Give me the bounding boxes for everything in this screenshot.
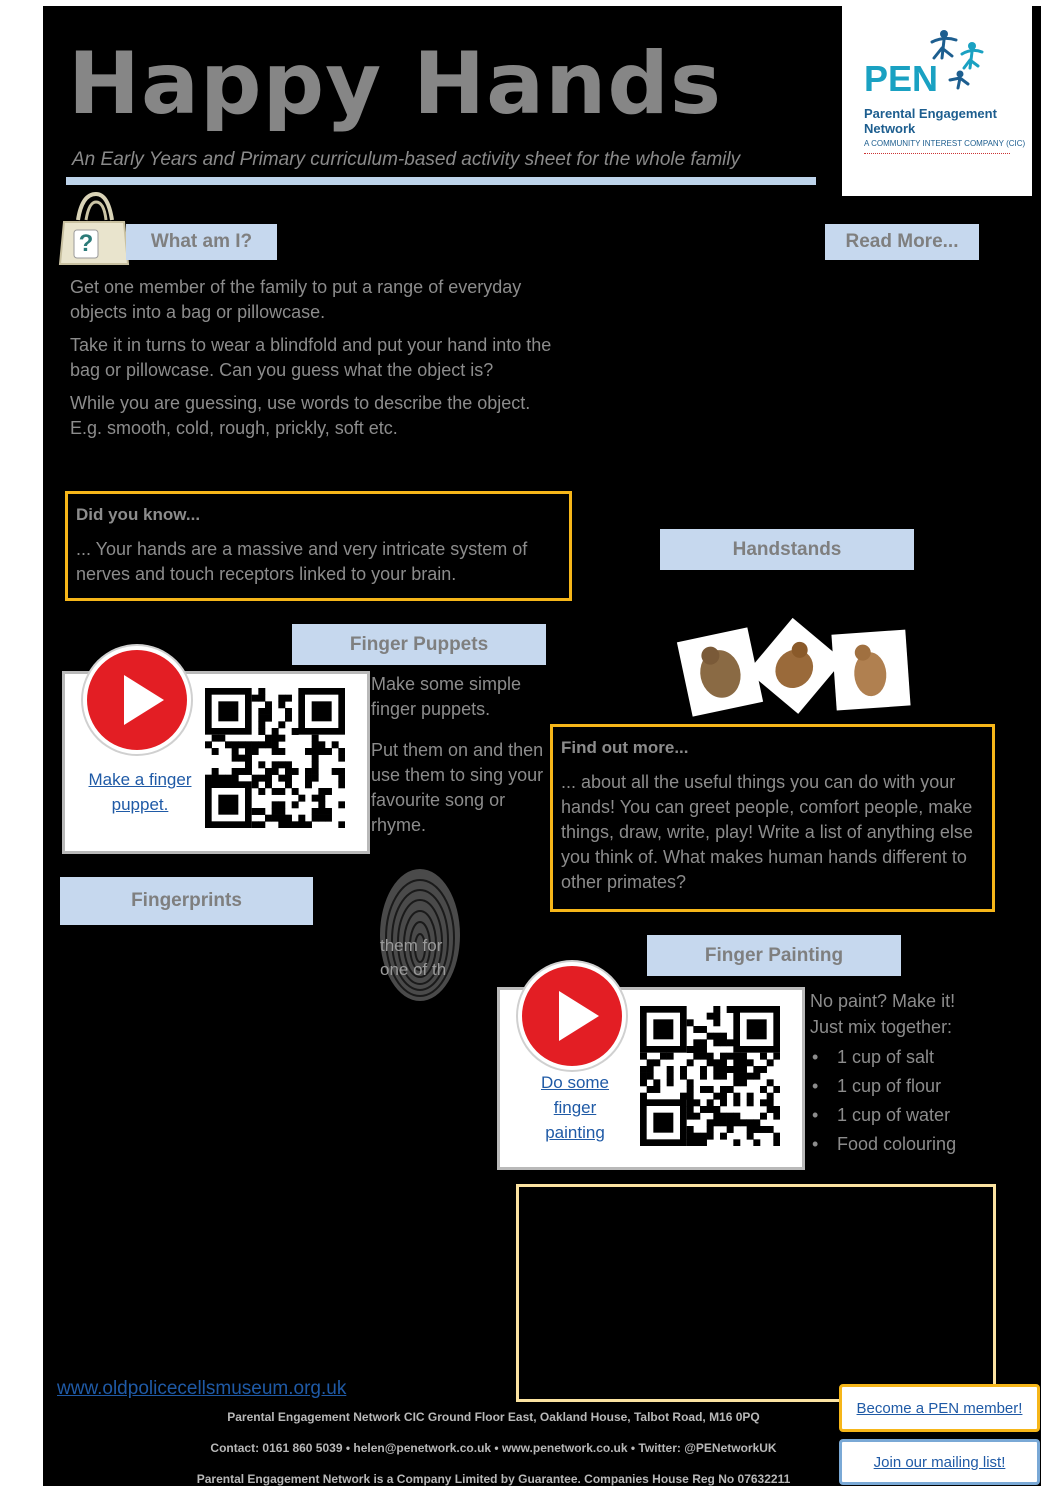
find-out-more-text: ... about all the useful things you can do with your hands! You can greet people, comfort people, make things, draw, write, play! Write a list of anything else you think of. What makes human hands different to other primates?: [561, 772, 973, 892]
join-mailing-list-label[interactable]: Join our mailing list!: [873, 1453, 1006, 1471]
join-mailing-list-button[interactable]: [839, 1439, 1040, 1485]
what-am-i-text: [70, 275, 560, 441]
play-video-button[interactable]: [518, 962, 626, 1070]
pen-logo[interactable]: [842, 6, 1032, 196]
what-am-i-p3: While you are guessing, use words to describe the object. E.g. smooth, cold, rough, prickly, soft etc.: [70, 393, 531, 438]
what-am-i-p1: Get one member of the family to put a range of everyday objects into a bag or pillowcase.: [70, 277, 522, 322]
finger-painting-link-line2[interactable]: finger: [553, 1098, 597, 1117]
qr-code-painting[interactable]: [640, 1006, 780, 1146]
become-member-button[interactable]: [839, 1384, 1040, 1432]
did-you-know-title: Did you know...: [76, 505, 201, 524]
play-video-button[interactable]: [83, 646, 191, 754]
footer-address: Parental Engagement Network CIC Ground Floor East, Oakland House, Talbot Road, M16 0PQ: [227, 1410, 760, 1424]
logo-line-3: A COMMUNITY INTEREST COMPANY (CIC): [864, 139, 1026, 148]
finger-puppet-link-line1[interactable]: Make a finger: [88, 770, 192, 789]
finger-puppet-link[interactable]: [75, 767, 205, 817]
finger-puppets-text: [371, 672, 546, 838]
squirrel-card: [831, 630, 910, 711]
list-item: • 1 cup of salt: [810, 1044, 1010, 1070]
paint-intro-1: No paint? Make it!: [810, 991, 956, 1011]
website-link[interactable]: www.oldpolicecellsmuseum.org.uk: [57, 1378, 347, 1399]
finger-puppets-heading: Finger Puppets: [292, 624, 546, 665]
footer-contact: Contact: 0161 860 5039 • helen@penetwork.co.uk • www.penetwork.co.uk • Twitter: @PENetworkUK: [210, 1441, 777, 1455]
what-am-i-p2: Take it in turns to wear a blindfold and put your hand into the bag or pillowcase. Can you guess what the object is?: [70, 335, 552, 380]
finger-painting-text: [810, 988, 1010, 1157]
fingerprints-heading: Fingerprints: [60, 877, 313, 925]
find-out-more-title: Find out more...: [561, 738, 689, 757]
paint-intro-2: Just mix together:: [810, 1017, 953, 1037]
bag-question-mark: ?: [78, 230, 94, 257]
list-item: • 1 cup of flour: [810, 1073, 1010, 1099]
page-title: Happy Hands: [68, 34, 723, 134]
logo-line-2: Network: [864, 121, 916, 136]
list-item: • Food colouring: [810, 1131, 1010, 1157]
finger-painting-heading: Finger Painting: [647, 935, 901, 976]
fingerprint-overlay-2: one of th: [380, 960, 447, 979]
fingerprint-overlay-1: them for: [380, 936, 443, 955]
did-you-know-box: [65, 491, 572, 601]
logo-underline: [864, 153, 1010, 154]
finger-painting-link[interactable]: [510, 1070, 640, 1145]
finger-puppet-link-line2[interactable]: puppet.: [111, 795, 169, 814]
qr-code-puppet[interactable]: [205, 688, 345, 828]
finger-puppets-p2: Put them on and then use them to sing your favourite song or rhyme.: [371, 740, 544, 835]
list-item: • 1 cup of water: [810, 1102, 1010, 1128]
play-icon: [559, 991, 599, 1041]
logo-line-1: Parental Engagement: [864, 106, 997, 121]
read-more-heading[interactable]: Read More...: [825, 224, 979, 260]
find-out-more-box: [550, 724, 995, 912]
what-am-i-heading: What am I?: [126, 224, 277, 260]
logo-pen-text: PEN: [864, 58, 939, 99]
finger-painting-link-line3[interactable]: painting: [545, 1123, 605, 1142]
did-you-know-text: ... Your hands are a massive and very intricate system of nerves and touch receptors linked to your brain.: [76, 539, 528, 584]
footer-company: Parental Engagement Network is a Company Limited by Guarantee. Companies House Reg No 07632211: [196, 1472, 791, 1486]
fingerprint-overlay-text: [380, 934, 446, 982]
become-member-label[interactable]: Become a PEN member!: [856, 1399, 1023, 1417]
finger-puppets-p1: Make some simple finger puppets.: [371, 674, 522, 719]
play-icon: [124, 675, 164, 725]
handstands-heading: Handstands: [660, 529, 914, 570]
animal-pictures: [676, 616, 916, 726]
finger-painting-link-line1[interactable]: Do some: [540, 1073, 610, 1092]
page-subtitle: An Early Years and Primary curriculum-based activity sheet for the whole family: [72, 149, 741, 170]
header-divider: [66, 177, 816, 185]
empty-frame: [516, 1184, 996, 1402]
ingredient-list: [810, 1044, 1010, 1157]
